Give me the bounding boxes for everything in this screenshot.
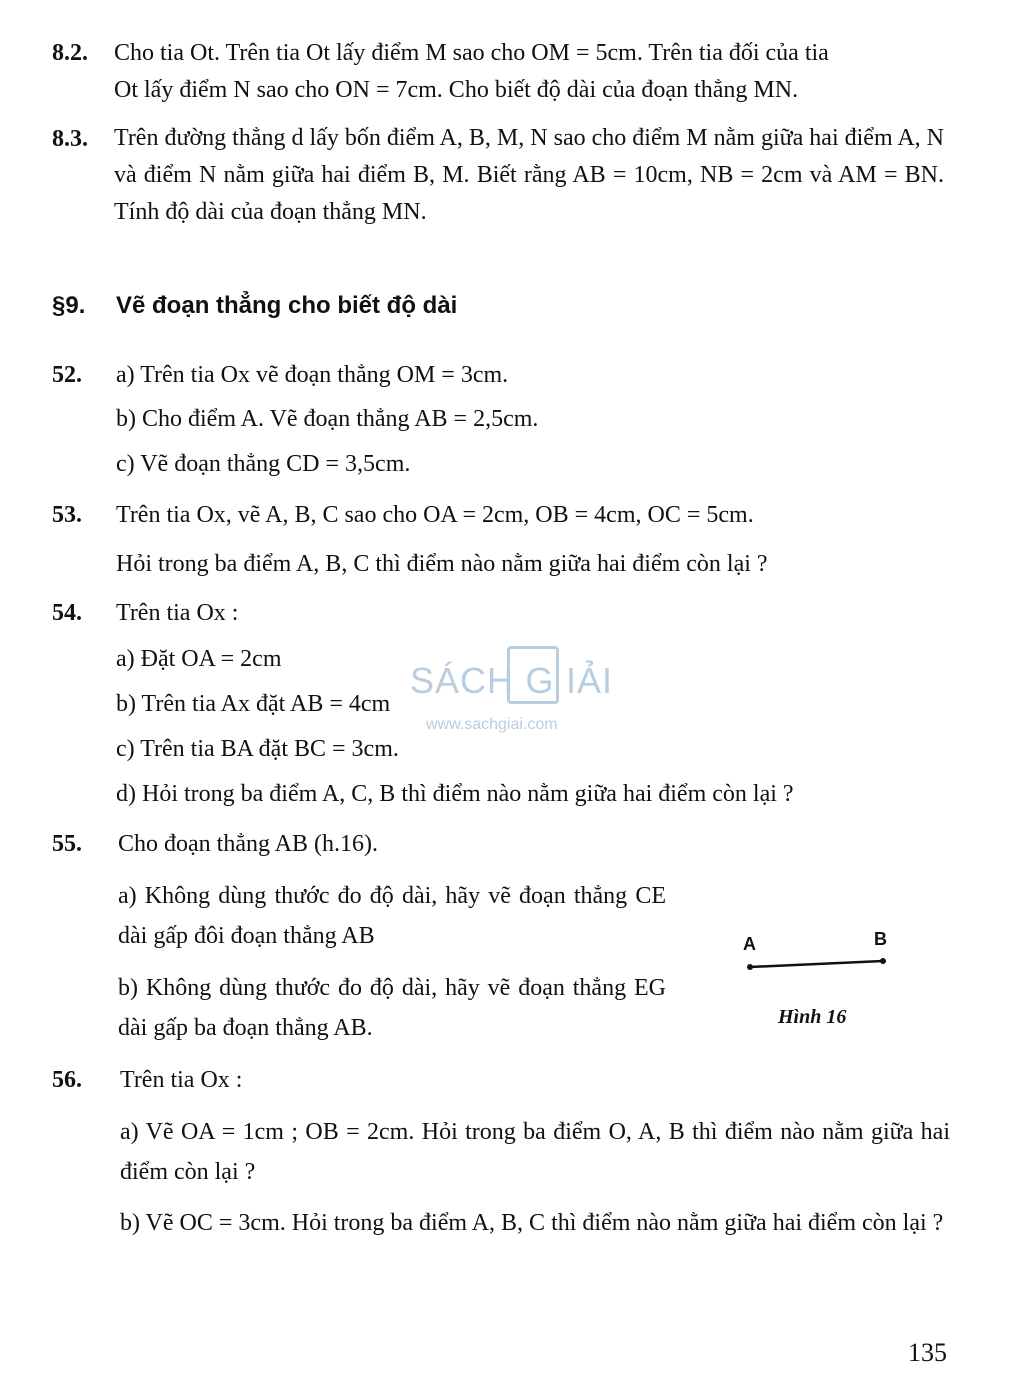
watermark-url: www.sachgiai.com xyxy=(426,716,558,733)
exercise-56-part-a: a) Vẽ OA = 1cm ; OB = 2cm. Hỏi trong ba điểm O, A, B thì điểm nào nằm giữa hai điểm còn lại ? xyxy=(120,1119,950,1185)
exercise-55-part-b: b) Không dùng thước đo độ dài, hãy vẽ đoạn thẳng EG dài gấp ba đoạn thẳng AB. xyxy=(118,975,666,1041)
section-title: Vẽ đoạn thẳng cho biết độ dài xyxy=(116,292,458,319)
exercise-55-intro: Cho đoạn thẳng AB (h.16). xyxy=(118,831,378,857)
exercise-54-part-a: a) Đặt OA = 2cm xyxy=(116,646,282,672)
figure-16-point-a-label: A xyxy=(743,934,756,954)
exercise-54-part-b: b) Trên tia Ax đặt AB = 4cm xyxy=(116,691,391,717)
exercise-56-part-b: b) Vẽ OC = 3cm. Hỏi trong ba điểm A, B, C thì điểm nào nằm giữa hai điểm còn lại ? xyxy=(120,1210,944,1236)
figure-16-point-a xyxy=(747,964,753,970)
exercise-53-line-1: Trên tia Ox, vẽ A, B, C sao cho OA = 2cm, OB = 4cm, OC = 5cm. xyxy=(116,502,754,528)
watermark-logo xyxy=(410,660,613,702)
figure-16-segment-ab xyxy=(740,950,900,980)
exercise-52-part-c: c) Vẽ đoạn thẳng CD = 3,5cm. xyxy=(116,451,411,477)
exercise-54-intro: Trên tia Ox : xyxy=(116,600,239,626)
section-heading xyxy=(52,290,457,322)
exercise-56-intro: Trên tia Ox : xyxy=(120,1067,243,1093)
exercise-56-number: 56. xyxy=(52,1067,82,1093)
exercise-54-part-d: d) Hỏi trong ba điểm A, C, B thì điểm nào nằm giữa hai điểm còn lại ? xyxy=(116,781,794,807)
exercise-8-2-line-2: Ot lấy điểm N sao cho ON = 7cm. Cho biết độ dài của đoạn thẳng MN. xyxy=(114,77,799,103)
exercise-8-2-line-1: Cho tia Ot. Trên tia Ot lấy điểm M sao cho OM = 5cm. Trên tia đối của tia xyxy=(114,40,829,66)
exercise-52-number: 52. xyxy=(52,362,82,388)
watermark-brand-box-letter: G xyxy=(525,660,555,701)
exercise-8-3-number: 8.3. xyxy=(52,126,88,152)
exercise-8-2-number: 8.2. xyxy=(52,40,88,66)
exercise-8-3-text: Trên đường thẳng d lấy bốn điểm A, B, M, N sao cho điểm M nằm giữa hai điểm A, N và điểm N nằm giữa hai điểm B, M. Biết rằng AB = 10cm, NB = 2cm và AM = BN. Tính độ dài của đoạn thẳng MN. xyxy=(114,125,944,225)
watermark-brand-suffix: IẢI xyxy=(566,660,614,701)
exercise-52-part-b: b) Cho điểm A. Vẽ đoạn thẳng AB = 2,5cm. xyxy=(116,406,539,432)
exercise-53-line-2: Hỏi trong ba điểm A, B, C thì điểm nào nằm giữa hai điểm còn lại ? xyxy=(116,551,768,577)
exercise-54-part-c: c) Trên tia BA đặt BC = 3cm. xyxy=(116,736,399,762)
exercise-55-number: 55. xyxy=(52,831,82,857)
figure-16-caption: Hình 16 xyxy=(778,1006,847,1028)
exercise-54-number: 54. xyxy=(52,600,82,626)
exercise-53-number: 53. xyxy=(52,502,82,528)
figure-16-point-b xyxy=(880,958,886,964)
exercise-52-part-a: a) Trên tia Ox vẽ đoạn thẳng OM = 3cm. xyxy=(116,362,509,388)
section-number: §9. xyxy=(52,292,86,319)
exercise-55-part-a: a) Không dùng thước đo độ dài, hãy vẽ đoạn thẳng CE dài gấp đôi đoạn thẳng AB xyxy=(118,883,666,949)
figure-16-point-b-label: B xyxy=(874,929,887,949)
page-number: 135 xyxy=(908,1338,947,1367)
watermark-brand-prefix: SÁCH xyxy=(410,660,515,701)
